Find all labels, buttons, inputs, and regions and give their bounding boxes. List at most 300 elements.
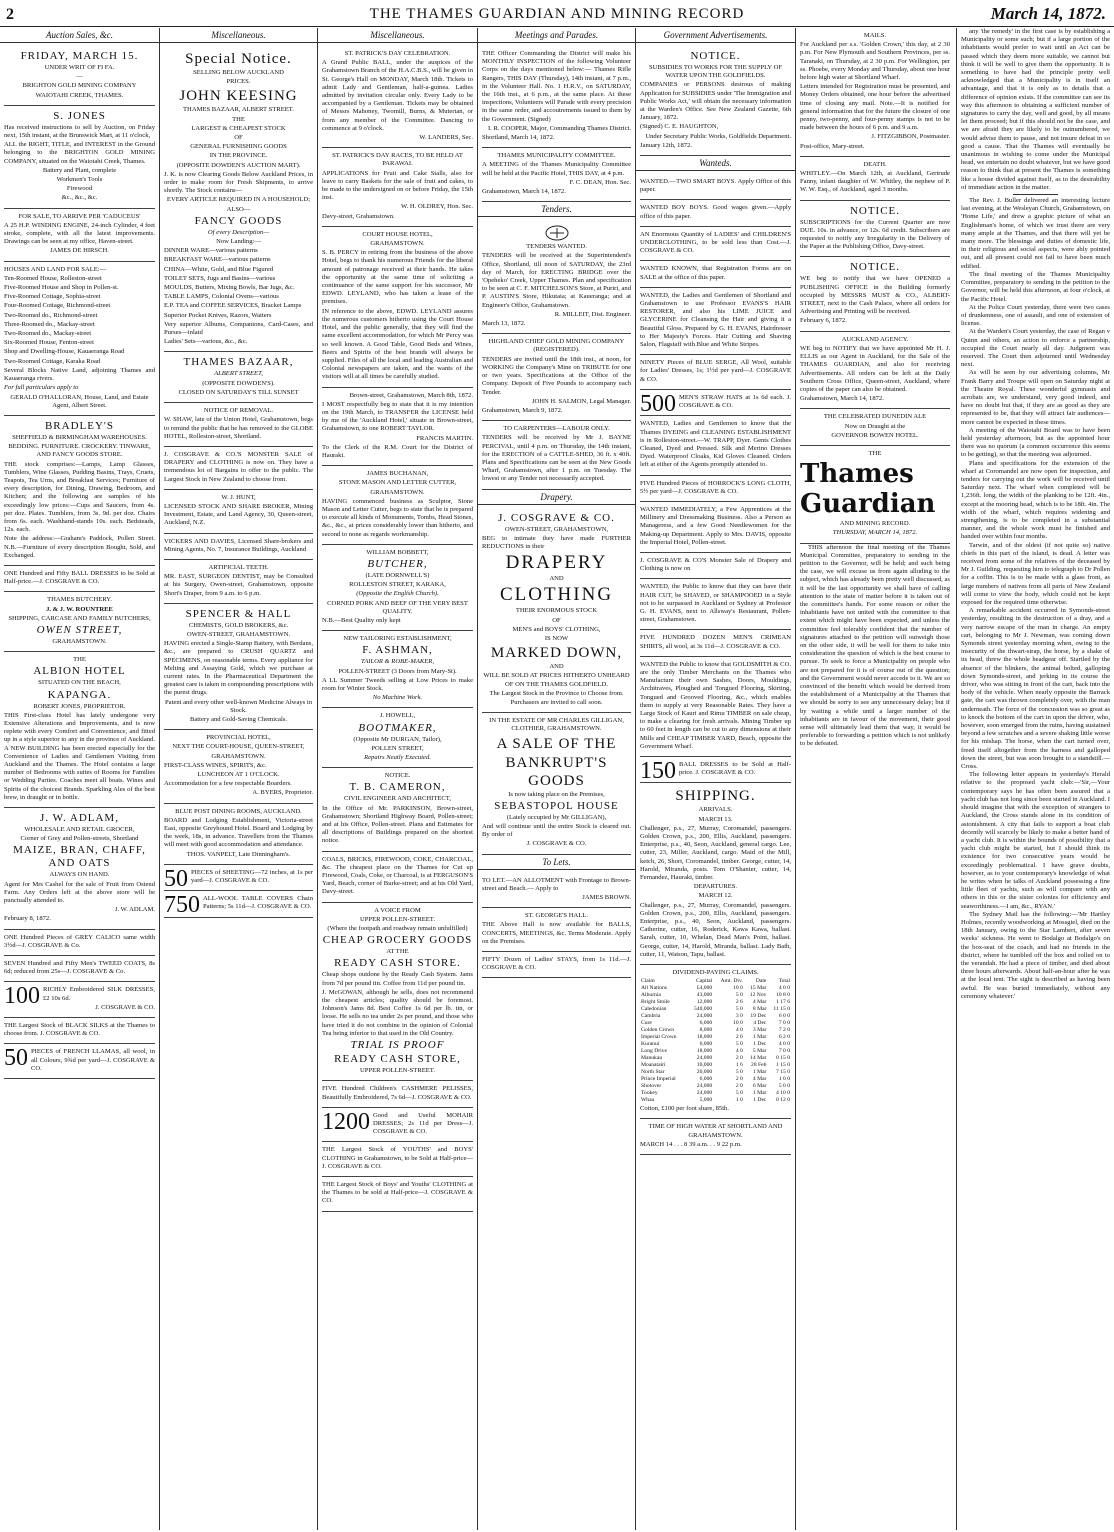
- table-header: Capital: [696, 978, 713, 985]
- advert-body: THE Largest Stock of YOUTHS' and BOYS' CLOTHING in Grahamstown, to be Sold at Half-price—J. COSGRAVE & CO.: [322, 1146, 473, 1170]
- advert-body: ALL the RIGHT, TITLE, and INTEREST in the Ground belonging to the BRIGHTON GOLD MINING COMPANY, situated on the Waiotahi Creek, Thames.: [4, 141, 155, 165]
- advert-body: Cheap shops outdone by the Ready Cash System. Jams from 7d per pound tin. Coffee from 11d per pound tin.: [322, 971, 473, 987]
- dividend-title: DIVIDEND-PAYING CLAIMS.: [672, 969, 759, 977]
- big-number: 100: [4, 983, 40, 1010]
- advert-body: THE Above Hall is now available for BALLS, CONCERTS, MEETINGS, &c. Terms Moderate. Apply on the Premises.: [482, 921, 631, 945]
- advert-signature: W. H. OLDREY, Hon. Sec.: [401, 203, 473, 211]
- advert-body: CORNED PORK AND BEEF OF THE VERY BEST QUALITY.: [327, 599, 468, 615]
- advert-james-buchanan: [322, 466, 473, 545]
- mason-name: JAMES BUCHANAN,: [366, 470, 429, 478]
- advert-tenders-wanted: [482, 220, 631, 334]
- advert-body: ONE Hundred Pieces of GREY CALICO same width 3½d—J. COSGRAVE & Co.: [4, 933, 155, 949]
- tide-title: TIME OF HIGH WATER AT SHORTLAND AND GRAHAMSTOWN.: [648, 1123, 783, 1139]
- advert-note: Note the address:—Graham's Paddock, Pollen Street. N.B.—Furniture of every description Bought, Sold, and Exchanged.: [4, 535, 155, 559]
- table-cell: 4 0 0: [778, 1041, 790, 1048]
- list-item: Ten-Roomed House, Rolleston-street: [4, 274, 102, 282]
- table-cell: 1 Dec: [753, 1041, 767, 1048]
- advert-date: January 12th, 1872.: [640, 141, 693, 149]
- list-item: Battery and Plant, complete: [42, 166, 117, 174]
- advert-houses-land: [4, 262, 155, 416]
- table-cell: Whau: [641, 1097, 655, 1104]
- advert-title: ARTIFICIAL TEETH.: [208, 563, 269, 571]
- paper-name: Thames Guardian: [800, 459, 936, 520]
- advert-notice-removal: [164, 403, 313, 447]
- advert-st-patricks-races: [322, 148, 473, 227]
- advert-thames-butchery: [4, 592, 155, 652]
- big-number: 50: [4, 1045, 28, 1072]
- table-row: [640, 1062, 791, 1069]
- advert-body: FIRST-CLASS WINES, SPIRITS, &c.: [164, 761, 267, 769]
- advert-title: NOTICE.: [384, 772, 411, 780]
- table-cell: 24,000: [696, 1090, 713, 1097]
- advert-body: J. K. is now Clearing Goods Below Auckland Prices, in order to make room for Fresh Shipments, to arrive shortly. The Stock contains—: [164, 170, 313, 195]
- shipping-section: [640, 783, 791, 965]
- column-auction-sales: [0, 28, 160, 1530]
- table-cell: 1 17 6: [776, 999, 790, 1006]
- editorial-date: THURSDAY, MARCH 14, 1872.: [832, 529, 918, 537]
- table-cell: Imperial Crown: [641, 1034, 677, 1041]
- editorial-paragraph: The following letter appears in yesterday's Herald relative to the proposed yacht club:—'Sir,—Your contemporary says he has often been assured that a yacht club has not long since been started in Auckland. I should imagine that with the exception of strangers to Auckland, the Cross stands alone in its condition of astonishment. A city that fails to support a boat club decently will scarcely be likely to make a better hand of a yacht club. It is within the bounds of possibility that a yacht club might be started, but I should think its existence for two consecutive years would be exceedingly problematical. I have grave doubts, however, as to your contemporary's knowledge of what he writes when he talks of Auckland possessing a fine little fleet of yachts, such as will compare with any others in this or the sister colonies for efficiency and seaworthiness.—I am, &c., RYAN.': [961, 771, 1110, 910]
- section-header-drapery: Drapery.: [478, 490, 635, 505]
- advert-silk-dresses: [4, 982, 155, 1018]
- advert-body: TENDERS will be received by Mr J. BAYNE PERCIVAL, until 4 p.m. on Thursday, the 14th instant, for the ERECTION of a CATTLE-SHED, 36 ft. x 40ft. Plans and Specifications can be seen at the New Goods Wharf, Grahamstown, after 1 p.m. on Tuesday. The lowest or any Tender not necessarily accepted.: [482, 434, 631, 483]
- advert-spencer-hall: [164, 604, 313, 730]
- column-header: Auction Sales, &c.: [0, 28, 159, 43]
- table-cell: 5,000: [699, 1097, 713, 1104]
- list-item: E.P. TEA and COFFEE SERVICES, Bracket Lamps: [164, 302, 302, 310]
- list-item: TOILET SETS, Jugs and Basins—various: [164, 274, 276, 282]
- writ-line: UNDER WRIT OF FI FA.: [44, 64, 115, 71]
- table-row: [640, 1048, 791, 1055]
- advert-youths-clothing: [322, 1142, 473, 1177]
- table-cell: 8,000: [699, 1027, 713, 1034]
- table-cell: 1 Dec: [753, 1097, 767, 1104]
- table-cell: 15 Mar: [750, 985, 767, 992]
- advert-note: Letters intended for Registration must be presented, and Money Orders obtained, one hour before the advertised time of closing any mail. Note.—It is notified for general information that for the future the closure of one penny, two-penny, and four-penny stamps is not to be made between the hours of 6 p.m. and 9 a.m.: [800, 83, 950, 132]
- advert-signature: JOHN H. SALMON, Legal Manager.: [531, 397, 631, 405]
- list-item: Five-Roomed Cottage, Sophia-street: [4, 293, 101, 301]
- advert-st-georges-hall: [482, 908, 631, 952]
- advert-line: AND: [549, 575, 564, 583]
- arrivals-date: MARCH 13.: [698, 815, 733, 823]
- advert-title: COURT HOUSE HOTEL,: [362, 230, 433, 238]
- list-item: Two-Roomed Cottage, Karaka Road: [4, 357, 101, 365]
- advert-head: SUBSIDIES TO WORKS FOR THE SUPPLY OF WATER UPON THE GOLDFIELDS.: [648, 64, 783, 80]
- advert-line: (OPPOSITE DOWDEN'S).: [202, 379, 275, 387]
- editorial-paragraph: At the Police Court yesterday, there were two cases of drunkenness, one of assault, and one of extension of license.: [961, 303, 1110, 328]
- advert-head: UPPER POLLEN-STREET.: [360, 915, 435, 923]
- advert-body: WANTED, the Public to know that they can have their HAIR CUT, be SHAVED, or SHAMPOOED in a Style not to be surpassed in Auckland or Sydney at Professor G. H. EVANS, next to Allsway's Restaurant, Pollen-street, Grahamstown.: [640, 583, 791, 624]
- advert-court-house-hotel: [322, 227, 473, 388]
- advert-body: A Grand Public BALL, under the auspices of the Grahamstown Branch of the H.A.C.B.S., will be given in St. George's Hall on MONDAY, March 18th. Tickets to admit Lady and Gentleman, half-a-guinea. Ladies admitted by invitation circular only. Every Lady to be accompanied by a Gentleman. Tickets may be obtained of Messrs Mahoney, Twomill, Burns, & Mutertan, or from any member of the Committee. Dancing to commence at 9 o'clock.: [322, 59, 473, 132]
- editorial-paragraph: any 'the remedy' in the first case is by establishing a Municipality or some such; but if a large portion of the inhabitants would prefer to wait until an Act can be passed which they deem more suitable, we cannot but think it will be well to give them the opportunity. It is something to have had the principle pretty well acknowledged that a Municipality is in itself an advantage, and that it is only as to details that a difference of opinion exists. If the committee can see its way this afternoon to obtaining a sufficient number of signatures to carry the day, well and good, by all means let them proceed; but if this should not be the case, and we are afraid they are likely to be outnumbered, we would advise them to pause, and not insure defeat in so good a cause. That the Thames will eventually be unanimous in wishing to come under the Municipal head, we entertain no doubt whatever, but we have good reason to think that at present the Thames is something like a house divided against itself, as to the desirability of immediate action in the matter.: [961, 28, 1110, 191]
- advert-gilligan-estate: [482, 713, 631, 854]
- column-header: Meetings and Parades.: [478, 28, 635, 43]
- table-cell: 5 0: [735, 1041, 743, 1048]
- dividend-footnote: Cotton, £100 per foot share, 85th.: [640, 1105, 730, 1113]
- table-row: [640, 1097, 791, 1104]
- advert-s-jones: [4, 106, 155, 209]
- advert-body: WANTED the Public to know that GOLDSMITH & CO. are the only Timber Merchants on the Thames who Manufacture their own Sashes, Doors, Mouldings, Architraves, Ploughed and Tongued Flooring, Skirting, Tongued and Grooved Flooring, &c., which enables them to supply at very Reasonable Rates. They have a Large Stock of Kauri and Rimu TIMBER on sale cheap, to make a clearing for fresh arrivals. Mining Timber up to 60 feet in length can be cut to any dimensions at their Mills and CHEAP TIMBER YARD, Beach, opposite the Government Wharf.: [640, 660, 791, 750]
- trade-line: BOOTMAKER,: [358, 721, 437, 734]
- table-cell: 5 0 0: [778, 1083, 790, 1090]
- advert-body: W. SHAW, late of the Union Hotel, Grahamstown, begs to remind the public that he has removed to the GLOBE HOTEL, Rolleston-street, Shortland.: [164, 416, 313, 440]
- advert-date: Shortland, March 14, 1872.: [482, 134, 555, 142]
- wanted-ad: [640, 200, 791, 226]
- table-row: [640, 1076, 791, 1083]
- big-number: 750: [164, 892, 200, 919]
- advert-body: SEVEN Hundred and Fifty Men's TWEED COATS, 8s 6d; reduced from 25s—J. COSGRAVE & Co.: [4, 960, 155, 976]
- list-item: Two-Roomed do., Mackay-street: [4, 330, 92, 338]
- editorial-paragraph: The Rev. J. Buller delivered an interesting lecture last evening, at the Wesleyan Church, Grahamstown, on 'Home Life,' and drew a graphic picture of what an Englishman's home, of which we trust there are very many ample at the Thames, and that there will yet be many more. The blessings and duties of domestic life, in their religious and social aspects, were ably pointed out, and all present could not fail to have been much edified.: [961, 197, 1110, 270]
- list-item: Three-Roomed do., Mackay-street: [4, 320, 95, 328]
- advert-line: PRICES.: [226, 78, 251, 86]
- wanted-ad: [640, 227, 791, 262]
- advert-title: HOUSES AND LAND FOR SALE:—: [4, 265, 107, 273]
- town-line: GRAHAMSTOWN.: [211, 752, 266, 760]
- list-item: Very superior Albums, Companions, Card-Cases, and Purses—inlaid: [164, 320, 313, 337]
- advert-albion-hotel: [4, 652, 155, 808]
- advert-body: RICHLY Embroidered SILK DRESSES, £2 10s 6d.: [43, 986, 155, 1002]
- advert-bradleys: [4, 416, 155, 566]
- section-header-to-lets: To Lets.: [478, 855, 635, 870]
- advert-signature: W. LANDERS, Sec.: [419, 134, 473, 142]
- big-number: 50: [164, 865, 188, 892]
- advert-title: THAMES BUTCHERY.: [47, 596, 112, 604]
- list-item: Ladies' Sets—various, &c., &c.: [164, 338, 248, 346]
- trade-line: BUTCHER,: [367, 557, 428, 570]
- table-row: [640, 1041, 791, 1048]
- table-cell: 3 Mar: [752, 1027, 767, 1034]
- advert-line: MEN'S and BOYS' CLOTHING,: [512, 625, 601, 633]
- table-cell: 6 0 0: [778, 1013, 790, 1020]
- advert-signature: J. FITZGIBBON, Postmaster.: [871, 133, 950, 141]
- column-header: Government Advertisements.: [636, 28, 795, 43]
- advert-date: Grahamstown, March 14, 1872.: [482, 188, 566, 196]
- advert-line: Is now taking place on the Premises,: [508, 790, 605, 798]
- advert-volunteer-inspection: [482, 46, 631, 148]
- table-cell: 1 0 0: [778, 1076, 790, 1083]
- wanted-ad: [640, 657, 791, 757]
- table-row: [640, 1034, 791, 1041]
- big-number: 150: [640, 758, 676, 784]
- table-cell: All Nations: [641, 985, 667, 992]
- advert-title: ST. PATRICK'S DAY CELEBRATION.: [344, 50, 451, 57]
- table-cell: 5 0: [735, 1006, 743, 1013]
- advert-note: N.B.—Best Quality only kept: [322, 616, 401, 624]
- table-cell: 6,000: [699, 1076, 713, 1083]
- advert-line: AND: [549, 663, 564, 671]
- town-line: GRAHAMSTOWN.: [52, 637, 107, 645]
- advert-body: THE stock comprises:—Lamps, Lamp Glasses, Tumblers, Wine Glasses, Pudding Basins, Trays, Cruets, Teapots, Tea Urns, and Breakfast Services; Furniture of every description, for Dining, Drawing, Bedroom, and Kitchen; and the following are samples of his exceedingly low prices:—Cups and Saucers, from 4s. per doz. Plates. Tumblers, from 3s. 9d. per doz. Chairs from 6s. each. Washhand-stands 10s. each. Bedsteads, 12s. each.: [4, 460, 155, 534]
- advert-intro: Has received instructions to sell by Auction, on Friday next, 15th instant, at the Brunswick Mart, at 11 o'clock,: [4, 123, 155, 140]
- dividend-claims-section: [640, 965, 791, 1119]
- proprietor-line: ROBERT JONES, PROPRIETOR.: [33, 702, 126, 710]
- advert-signature: JAMES DE HIRSCH.: [50, 247, 109, 255]
- advert-line: AT THE: [386, 948, 409, 956]
- address-line: OWEN-STREET, GRAHAMSTOWN.: [186, 630, 291, 638]
- advert-body: IN reference to the above, EDWD. LEYLAND assures the numerous customers hitherto using the Court House Hotel, and the public generally, that they will find the same excellent accommodation, for which Mr Percy was so well known. A Good Table, Good Beds and Wines, Beers and Spirits of the best brands will always be supplied. Files of all the local and leading Australian and Colonial newspapers are taken, and the wants of the visitors will at all times be carefully studied.: [322, 307, 473, 381]
- auckland-agency-notice: [800, 332, 950, 410]
- table-cell: North Star: [641, 1069, 665, 1076]
- table-cell: 19 Dec: [750, 1013, 767, 1020]
- advert-display-word: SEBASTOPOL HOUSE: [494, 799, 619, 812]
- advert-line: (Where the footpath and roadway remain unfulfilled): [327, 925, 468, 933]
- advert-title: SPENCER & HALL: [185, 607, 292, 620]
- death-notice: [800, 157, 950, 201]
- advert-body: TENDERS will be received at the Superintendent's Office, Shortland, till noon of SATURDAY, the 23rd day of March, for ERECTING BRIDGE over the 'Opeheko' Creek, Upper Thames. Plan and specification to be seen at C. F. MITCHELSON'S Store, at Puriri, and P. AUSTIN'S Store, Hikutaia; at Kaueranga; and at Engineer's Office, Grahamstown.: [482, 252, 632, 309]
- table-cell: 5 0: [735, 1090, 743, 1097]
- tailor-name: F. ASHMAN,: [362, 644, 433, 657]
- table-row: [640, 1013, 791, 1020]
- advert-subtitle: WHOLESALE AND RETAIL GROCER,: [24, 826, 135, 834]
- list-item: TABLE LAMPS, Colonial Ovens—various: [164, 293, 279, 301]
- table-row: [640, 1055, 791, 1062]
- advert-body: J. McGOWAN, although he sells, does not recommend the cheapest articles; quality should be foremost. Johnson's Jams 8d. Best Coffee 1s 6d per lb. tin, or loose. He sells no tea under 2s per pound, and those who have tried it do not combine in the opinion of Colonial Tea being inferior to that used in the Old Country.: [322, 988, 473, 1037]
- advert-body: PIECES of SHEETING—72 inches, at 1s per yard—J. COSGRAVE & CO.: [191, 868, 313, 885]
- advert-body: BALL DRESSES to be Sold at Half-price. J. COSGRAVE & CO.: [679, 761, 791, 777]
- wanted-ad: [640, 261, 791, 287]
- advert-line: THEIR ENORMOUS STOCK: [515, 607, 598, 615]
- advert-john-keesing: [164, 46, 313, 352]
- advert-title: TO CARPENTERS—LABOUR ONLY.: [503, 425, 610, 433]
- advert-william-bobbett: [322, 545, 473, 631]
- shipping-title: SHIPPING.: [675, 788, 756, 805]
- advert-line: READY CASH STORE.: [334, 957, 461, 970]
- the-line: THE: [73, 656, 86, 664]
- arrivals-head: ARRIVALS.: [698, 806, 733, 814]
- advert-line: SELLING BELOW AUCKLAND: [193, 69, 284, 76]
- editorial-paragraph: The final meeting of the Thames Municipality Committee, preparatory to sending in the petition to the Governor, will be held this afternoon, at four o'clock, at the Pacific Hotel.: [961, 270, 1110, 303]
- advert-f-ashman: [322, 631, 473, 708]
- advert-body: THIS First-class Hotel has lately undergone very Extensive Alterations and Improvements, and is now replete with every Comfort and Convenience, and fitted up in a style superior to any in the province of Auckland. A NEW BUILDING has been erected especially for the Convenience of Ladies and Gentlemen Visiting from Auckland and the Thames. The Hotel contains a large number of Bedrooms with suites of Rooms for Families or Wedding Parties. Coaches meet all boats. Wines and Spirits of the choicest Brands. Sparkling Ales of the best brew, in draught or in bottle.: [4, 711, 155, 801]
- table-cell: 4 0: [735, 1048, 743, 1055]
- advert-date: February 6, 1872.: [800, 317, 847, 325]
- wanted-ad: [640, 174, 791, 200]
- advert-line: Accommodation for a few respectable Boarders.: [164, 780, 292, 788]
- advert-body: LICENSED STOCK AND SHARE BROKER, Mining Investment, Estate, and Land Agency, 30, Queen-street, Auckland, N.Z.: [164, 502, 313, 527]
- advert-title: PROVINCIAL HOTEL,: [206, 734, 271, 742]
- advert-french-llamas: [4, 1044, 155, 1079]
- advert-body: ALL-WOOL TABLE COVERS Chain Patterns; 5s 11d—J. COSGRAVE & CO.: [203, 895, 313, 911]
- advert-body: BEG to intimate they have made FURTHER REDUCTIONS in their: [482, 534, 631, 550]
- advert-line: CHEAP GROCERY GOODS: [322, 934, 473, 947]
- editorial-paragraph: The Sydney Mail has the following:—'Mr Hartley Holmes, recently woodworking at Mossgiel, died on the 18th January, owing to the Star Lambert, after seven weeks' sickness. He went to Bodalgo at Bodalgo's on the box-seat of the coach, and had no friends in the district, where he tumbled off the box and rolled on to the verandah. He had a piece of timber, and died about three hours afterwards. About half-an-hour after he was at the local tent. The sight is described as having been awful. He was buried immediately, without any ceremony whatever.': [961, 910, 1110, 1000]
- advert-signature: (Signed) C. E. HAUGHTON,: [640, 123, 719, 131]
- table-cell: 11 15 0: [773, 1006, 790, 1013]
- advert-body: TO LET.—AN ALLOTMENT with Frontage to Brown-street and Beach.— Apply to: [482, 876, 631, 892]
- auctioneer-name: S. JONES: [53, 109, 106, 122]
- advert-subtitle: SHEFFIELD & BIRMINGHAM WAREHOUSES.: [12, 433, 147, 441]
- table-cell: 18,000: [696, 1034, 713, 1041]
- advert-display-word: DRAPERY: [505, 552, 608, 574]
- advert-title: THAMES MUNICIPALITY COMMITTEE.: [497, 152, 616, 160]
- street-line: POLLEN STREET,: [371, 744, 424, 752]
- wanted-ad: [640, 630, 791, 656]
- advert-body: In the Office of Mr. PARKINSON, Brown-street, Grahamstown; Shortland Highway Board, Pollen-street; and at his Office, Pollen-street. Plans and Estimates for all descriptions of Buildings prepared on the shortest notice.: [322, 804, 473, 845]
- address-line: Davy-street, Grahamstown.: [322, 212, 395, 220]
- broker-name: W. J. HUNT,: [221, 493, 256, 501]
- table-cell: 2 0: [735, 1083, 743, 1090]
- advert-title: NEW TAILORING ESTABLISHMENT,: [343, 635, 452, 643]
- table-cell: 1 Mar: [752, 1069, 767, 1076]
- advert-line: To the Clerk of the R.M. Court for the District of Hauraki.: [322, 443, 473, 459]
- special-notice-title: Special Notice.: [185, 51, 292, 67]
- advert-body: HAVING erected a Single-Stamp Battery, with Berdans, &c., are prepared to CRUSH QUARTZ and SPECIMENS, on reasonable terms. Every appliance for Melting and Assaying Gold, which we purchase at current rates. In the Pharmaceutical Department the greatest care is taken in compounding prescriptions with the purest drugs.: [164, 640, 313, 697]
- advert-cashmere-pelisses: [322, 1081, 473, 1107]
- advert-j-howell: [322, 708, 473, 768]
- advert-line: WILL BE SOLD AT PRICES HITHERTO UNHEARD OF ON THE THAMES GOLDFIELD.: [483, 672, 630, 688]
- advert-signature: F. C. DEAN, Hon. Sec.: [569, 178, 631, 186]
- advert-municipality-committee: [482, 148, 631, 202]
- table-row: [640, 1083, 791, 1090]
- editorial-paragraph: Plans and specifications for the extension of the wharf at Coromandel are now open for inspection, and tenders for carrying out the work will be received until Saturday next. The wharf when completed will be 1,236ft. long, the width of the planking to be 12ft. 4in., except at the mooring head, which is to be 18ft. 4in. The width of the wharf, which requires widening and strengthening, is to be completed in a substantial manner, and the whole work must be finished and handed over within four months.: [961, 459, 1110, 541]
- advert-body: THE Largest Stock of Boys' and Youths' CLOTHING at the Thames to be sold at Half-price—J. COSGRAVE & CO.: [322, 1180, 473, 1205]
- advert-to-let: [482, 873, 631, 909]
- address-line: POLLEN-STREET (3 Doors from Mary-St).: [338, 667, 457, 675]
- advert-signature: I. R. COOPER, Major, Commanding Thames District.: [487, 124, 631, 132]
- advert-body: MEN'S STRAW HATS at 1s 6d each. J. COSGRAVE & CO.: [679, 393, 791, 410]
- advert-line: (Opposite the English Church).: [356, 590, 439, 598]
- dividend-table: [640, 978, 791, 1104]
- advert-body: APPLICATIONS for Fruit and Cake Stalls, also for leave to carry Baskets for the sale of fruit and cakes, to be made to the undersigned on or before Friday, the 15th inst.: [322, 169, 473, 202]
- advert-date: Grahamstown, March 14, 1872.: [800, 395, 884, 403]
- departures-head: DEPARTURES.: [693, 883, 738, 891]
- grocer-name: J. W. ADLAM,: [40, 812, 119, 825]
- paper-subtitle: AND MINING RECORD.: [839, 520, 911, 528]
- table-cell: Tookey: [641, 1090, 658, 1097]
- advert-body: ONE Hundred and Fifty BALL DRESSES to be Sold at Half-price.—J. COSGRAVE & CO.: [4, 569, 155, 586]
- table-header: Total: [778, 978, 790, 985]
- advert-ready-cash-store: [322, 903, 473, 1082]
- address-line: THAMES BAZAAR, ALBERT STREET.: [183, 106, 294, 114]
- situated-line: SITUATED ON THE BEACH,: [38, 679, 121, 687]
- table-cell: 6,000: [699, 1020, 713, 1027]
- editorial-paragraph: At the Warden's Court yesterday, the case of Regan v Quinn and others, an action to enforce a partnership, occupied the Court nearly all day. Judgment was reserved. The Court then adjourned until Wednesday next.: [961, 328, 1110, 369]
- table-row: [640, 1006, 791, 1013]
- list-item: CHINA—White, Gold, and Blue Figured: [164, 265, 274, 273]
- advert-highland-chief: [482, 334, 631, 421]
- advert-title: MAILS.: [863, 32, 887, 39]
- advert-line: (Lately occupied by Mr GILLIGAN),: [506, 813, 607, 821]
- table-cell: 4 0 0: [778, 985, 790, 992]
- advert-display-word: CLOTHING: [499, 584, 614, 606]
- advert-body: FIFTY Dozen of Ladies' STAYS, from 1s 11d.—J. COSGRAVE & CO.: [482, 956, 631, 972]
- table-cell: 4 Dec: [753, 1020, 767, 1027]
- advert-date: February 8, 1872.: [4, 915, 51, 923]
- table-cell: Prince Imperial: [641, 1076, 676, 1083]
- table-cell: 24,000: [696, 1083, 713, 1090]
- list-item: Five-Roomed House and Shop in Pollen-st.: [4, 284, 119, 292]
- table-cell: Cambria: [641, 1013, 661, 1020]
- advert-line: EVERY ARTICLE REQUIRED IN A HOUSEHOLD;: [166, 196, 311, 204]
- table-cell: 6 Mar: [752, 1083, 767, 1090]
- advert-line: LARGEST & CHEAPEST STOCK: [191, 124, 286, 132]
- advert-body: THE Largest Stock of BLACK SILKS at the Thames to choose from. J. COSGRAVE & CO.: [4, 1022, 155, 1038]
- editorial-paragraph: THIS afternoon the final meeting of the Thames Municipal Committee, preparatory to sending in the petition to the Governor, will be held; and such being the case, we will excuse us from again alluding to the subject, which has already been pretty well discussed, as it will be the last opportunity we shall have of calling attention to the state of matter before it is taken out of the committee's hands. For some reason or other the inhabitants have not united with the committee to that extent which might have been expected, and unless the committee feel tolerably confident that the number of signatures attached to the petition will outweigh those on the other side, it will be well for them to take into consideration the question of which is the best course to pursue. To seek to force a Municipality on people who are not prepared for it is of course out of the question; and the Government would never accede to it. We are so convinced of the benefit which would be derived from the establishment of a Municipality at the Thames that we should be sorry to see any unnecessary delay; but if by waiting a while until a larger number of the inhabitants are in favour of the movement, their good sense will ultimately lead them that way, it would be preferable to forwarding a petition which is not unlikely to be defeated.: [800, 543, 950, 748]
- wanted-ad: [640, 288, 791, 355]
- advert-subtitle: CIVIL ENGINEER AND ARCHITECT,: [344, 795, 451, 803]
- advert-coals: [322, 852, 473, 903]
- table-cell: Kuranui: [641, 1041, 660, 1048]
- advert-line: Repairs Neatly Executed.: [364, 754, 431, 762]
- advert-date: Grahamstown, March 9, 1872.: [482, 406, 563, 414]
- advert-note: For full particulars apply to: [4, 384, 79, 392]
- advert-body: HAVING commenced business as Sculptor, Stone Mason and Letter Cutter, begs to state that he is prepared to execute all kinds of Monuments, Tombs, Head Stones, &c., &c., at prices considerably lower than hitherto, and second to none as regards workmanship.: [322, 497, 473, 538]
- advert-adlam: [4, 808, 155, 930]
- advert-boys-clothing: [322, 1177, 473, 1212]
- list-item: Shop and Dwelling-House, Kauaeranga Road: [4, 348, 125, 356]
- advert-body: AN Enormous Quantity of LADIES' and CHILDREN'S UNDERCLOTHING, to be sold less than Cost.—J. COSGRAVE & CO.: [640, 230, 791, 255]
- advert-signature: THOS. VANPELT, Late Dinningham's.: [186, 850, 291, 858]
- table-cell: 18,000: [696, 1048, 713, 1055]
- table-cell: 1 0: [735, 1097, 743, 1104]
- mails-notice: [800, 28, 950, 157]
- advert-body: WANTED, the Ladies and Gentlemen of Shortland and Grahamstown to use Professor EVANS'S HAIR RESTORER, and also his LIME JUICE and GLYCERINE for Cleansing the Hair and giving it a Beautiful Gloss. Prepared by G. H. EVANS, Hairdresser to Her Majesty's Forces. Hair Cutting and Shaving Salon, Flagstaff with Blue and White Stripes.: [640, 291, 791, 349]
- advert-w-j-hunt: [164, 490, 313, 534]
- list-item: Superior Pocket Knives, Razors, Waiters: [164, 311, 272, 319]
- advert-line: READY CASH STORE,: [334, 1053, 461, 1066]
- big-number: 1200: [322, 1108, 370, 1135]
- advert-line: FANCY GOODS: [194, 214, 283, 227]
- table-header-row: [640, 978, 791, 985]
- street-line: OWEN STREET,: [36, 623, 123, 636]
- place-line: KAPANGA.: [47, 688, 112, 701]
- advert-line: OF: [234, 134, 243, 142]
- advert-body: J. COSGRAVE & CO'S Monster Sale of Drapery and Clothing is now on: [640, 556, 791, 573]
- advert-title: NOTICE.: [849, 261, 901, 274]
- column-miscellaneous-1: [160, 28, 318, 1530]
- editorial-paragraph: A meeting of the Waiotahi Board was to have been held yesterday afternoon, but as the appointed hour there was no quorum (a common occurrence this seems to be getting), so that the meeting was adjourned.: [961, 426, 1110, 459]
- masthead: [0, 0, 1114, 27]
- list-item: Six-Roomed House, Fenton-street: [4, 339, 94, 347]
- table-cell: 4 0: [735, 1027, 743, 1034]
- advert-title: NOTICE OF REMOVAL.: [203, 407, 274, 415]
- advert-license-transfer: [322, 388, 473, 467]
- advert-line: GOVERNOR BOWEN HOTEL.: [831, 431, 919, 439]
- issue-date: March 14, 1872.: [990, 4, 1106, 23]
- column-editorial: [796, 28, 1114, 1530]
- street-line: UPPER POLLEN-STREET.: [360, 1067, 435, 1075]
- table-cell: 1 Mar: [752, 1090, 767, 1097]
- table-row: [640, 985, 791, 992]
- table-cell: 24,000: [696, 1055, 713, 1062]
- advert-provincial-hotel: [164, 730, 313, 803]
- table-cell: 28 Feb: [751, 1062, 767, 1069]
- table-cell: Manukau: [641, 1055, 663, 1062]
- table-row: [640, 999, 791, 1006]
- advert-body: COALS, BRICKS, FIREWOOD, COKE, CHARCOAL, &c. The cheapest place on the Thames for Cut up Firewood, Coals, Coke, or Charcoal, is at FERGUSON'S Yard, Beach, corner of Burke-street; and at his Old Yard, Davy-street.: [322, 855, 473, 896]
- divider: [1013, 194, 1058, 195]
- advert-body: A LL Summer Tweeds selling at Low Prices to make room for Winter Stock.: [322, 676, 473, 692]
- advert-line: Now on Draught at the: [844, 422, 906, 430]
- table-cell: 6 2 0: [778, 1034, 790, 1041]
- wanted-ad: [640, 476, 791, 502]
- table-row: [640, 992, 791, 999]
- table-cell: 1 Mar: [752, 1034, 767, 1041]
- advert-title: AUCKLAND AGENCY.: [841, 335, 909, 343]
- table-cell: 0 15 0: [776, 1055, 790, 1062]
- advert-line: IS NOW: [544, 634, 569, 642]
- table-cell: 1 15 0: [776, 1062, 790, 1069]
- firm-name: J. COSGRAVE & CO.: [498, 511, 615, 524]
- hotel-name: ALBION HOTEL: [33, 665, 126, 678]
- table-cell: 6,000: [699, 1041, 713, 1048]
- table-cell: 3 0: [735, 1013, 743, 1020]
- table-cell: Cure: [641, 1020, 652, 1027]
- advert-body: WANTED, Ladies and Gentlemen to know that the Thames DYEING and CLEANING ESTABLISHMENT is in Rolleston-street.—W. TRAPP, Dyer. Gents Clothes Cleaned, Dyed and Pressed. Silk and Merino Dresses Dyed. Waterproof Cloaks, Kid Gloves Cleaned. Orders left at either of the Agents promptly attended to.: [640, 420, 791, 469]
- advert-signature: J. COSGRAVE & CO.: [526, 840, 587, 848]
